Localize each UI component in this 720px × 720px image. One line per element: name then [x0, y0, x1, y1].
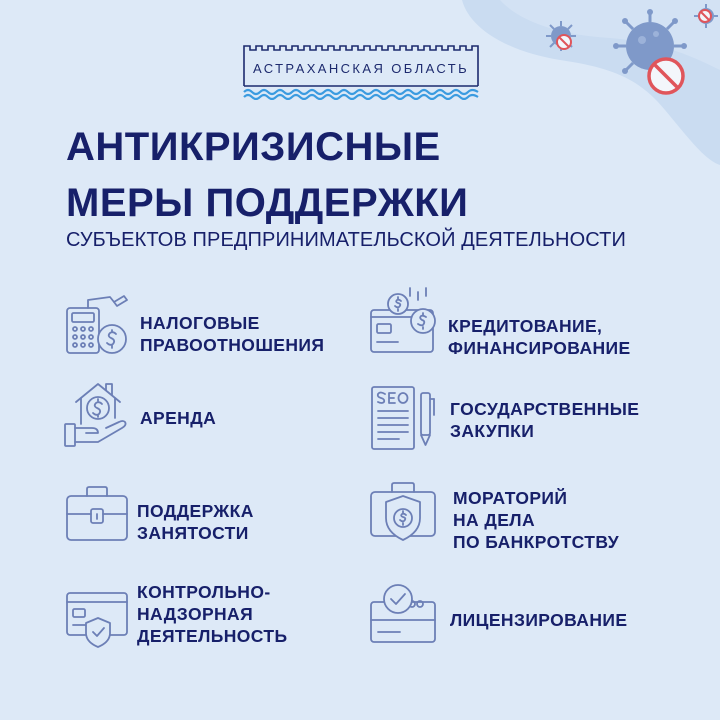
logo-text: АСТРАХАНСКАЯ ОБЛАСТЬ: [252, 61, 470, 76]
measure-label: ГОСУДАРСТВЕННЫЕ ЗАКУПКИ: [450, 399, 640, 441]
measure-label: АРЕНДА: [140, 408, 217, 428]
measure-label: ПОДДЕРЖКА ЗАНЯТОСТИ: [137, 501, 254, 543]
measure-label: ЛИЦЕНЗИРОВАНИЕ: [450, 610, 628, 630]
card-shield-icon: [64, 590, 130, 650]
region-logo: [236, 42, 486, 100]
briefcase-icon: [64, 484, 130, 544]
measure-label: КРЕДИТОВАНИЕ, ФИНАНСИРОВАНИЕ: [448, 316, 631, 358]
page-title-line2: МЕРЫ ПОДДЕРЖКИ: [66, 181, 469, 225]
measure-label: МОРАТОРИЙ НА ДЕЛА ПО БАНКРОТСТВУ: [453, 488, 620, 552]
page-title-line1: АНТИКРИЗИСНЫЕ: [66, 125, 441, 169]
shield-briefcase-icon: [368, 480, 438, 548]
page-subtitle: СУБЪЕКТОВ ПРЕДПРИНИМАТЕЛЬСКОЙ ДЕЯТЕЛЬНОСТИ: [66, 229, 626, 251]
virus-icon: [546, 21, 576, 51]
house-hand-icon: [62, 380, 132, 448]
measure-label: КОНТРОЛЬНО- НАДЗОРНАЯ ДЕЯТЕЛЬНОСТЬ: [137, 582, 288, 646]
credit-card-coins-icon: [368, 284, 440, 356]
seo-document-pen-icon: [369, 385, 439, 453]
card-checkmark-icon: [368, 582, 438, 646]
calculator-coin-icon: [64, 294, 132, 358]
measure-label: НАЛОГОВЫЕ ПРАВООТНОШЕНИЯ: [140, 313, 325, 355]
